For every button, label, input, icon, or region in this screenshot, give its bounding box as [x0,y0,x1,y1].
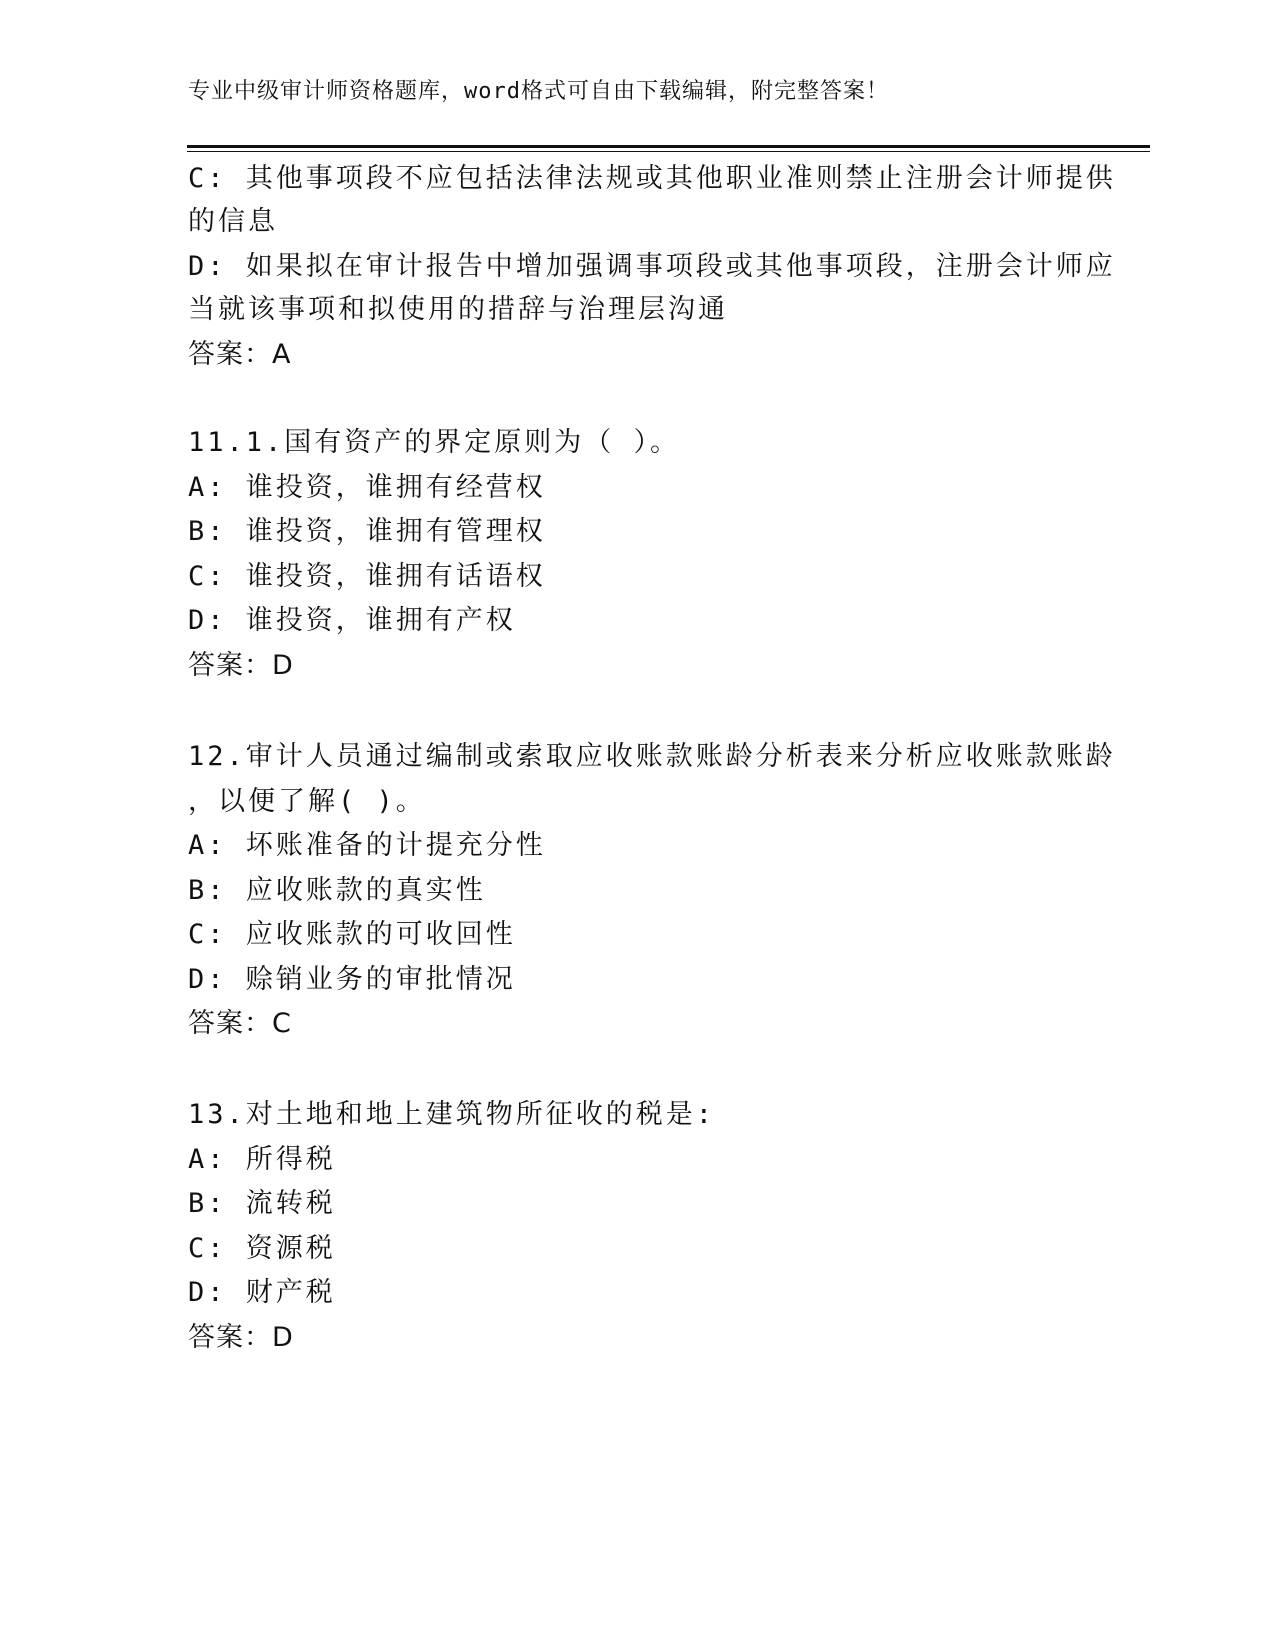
option-a: A: 谁投资，谁拥有经营权 [188,472,546,503]
header-rule-thick [187,145,1150,148]
option-d: D: 谁投资，谁拥有产权 [188,605,516,636]
option-d: D: 赊销业务的审批情况 [188,964,516,995]
header-text: 专业中级审计师资格题库，word格式可自由下载编辑，附完整答案！ [188,79,889,104]
option-b: B: 谁投资，谁拥有管理权 [188,516,546,547]
option-b: B: 应收账款的真实性 [188,875,486,906]
header-rule-thin [187,151,1150,152]
question-stem: 13.对土地和地上建筑物所征收的税是: [188,1099,716,1130]
option-c: C: 资源税 [188,1233,336,1264]
answer-line: 答案：A [188,339,292,370]
option-c-line-1: C: 其他事项段不应包括法律法规或其他职业准则禁止注册会计师提供 [188,163,1116,194]
option-c-line-2: 的信息 [188,206,278,237]
answer-line: 答案：C [188,1008,292,1039]
answer-line: 答案：D [188,650,294,681]
option-c: C: 谁投资，谁拥有话语权 [188,561,546,592]
answer-line: 答案：D [188,1322,294,1353]
option-c: C: 应收账款的可收回性 [188,919,516,950]
question-stem-line-2: ，以便了解( )。 [188,786,426,817]
option-a: A: 坏账准备的计提充分性 [188,830,546,861]
question-stem-line-1: 12.审计人员通过编制或索取应收账款账龄分析表来分析应收账款账龄 [188,741,1116,772]
option-d-line-1: D: 如果拟在审计报告中增加强调事项段或其他事项段，注册会计师应 [188,251,1116,282]
question-stem: 11.1.国有资产的界定原则为（ ）。 [188,427,681,458]
option-a: A: 所得税 [188,1144,336,1175]
option-b: B: 流转税 [188,1188,336,1219]
option-d-line-2: 当就该事项和拟使用的措辞与治理层沟通 [188,294,728,325]
option-d: D: 财产税 [188,1277,336,1308]
